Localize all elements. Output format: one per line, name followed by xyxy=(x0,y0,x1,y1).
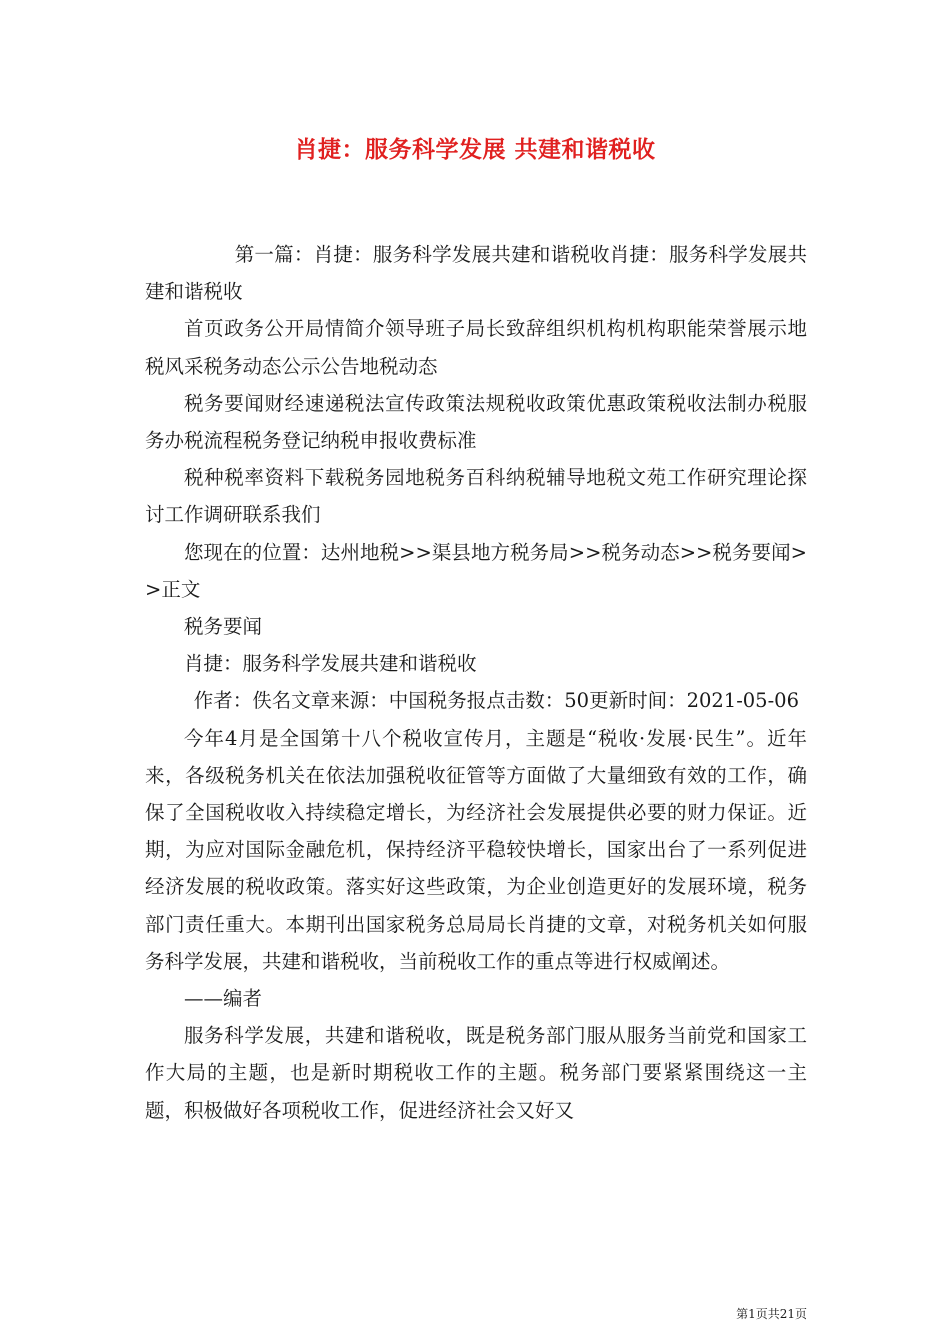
document-title: 肖捷：服务科学发展 共建和谐税收 xyxy=(294,136,656,163)
paragraph-byline: 作者：佚名文章来源：中国税务报点击数：50更新时间：2021-05-06 xyxy=(193,689,799,713)
paragraph-editor-sign: ——编者 xyxy=(184,987,263,1011)
page-footer: 第1页共21页 xyxy=(736,1307,807,1321)
paragraph-nav-3: 税种税率资料下载税务园地税务百科纳税辅导地税文苑工作研究理论探讨工作调研联系我们 xyxy=(145,466,807,527)
paragraph-body: 服务科学发展，共建和谐税收，既是税务部门服从服务当前党和国家工作大局的主题，也是新时期税收工作的主题。税务部门要紧紧围绕这一主题，积极做好各项税收工作，促进经济社会又好又 xyxy=(145,1024,807,1122)
paragraph-first-heading: 第一篇：肖捷：服务科学发展共建和谐税收肖捷：服务科学发展共建和谐税收 xyxy=(145,243,807,304)
paragraph-nav-1: 首页政务公开局情简介领导班子局长致辞组织机构机构职能荣誉展示地税风采税务动态公示公告地税动态 xyxy=(145,317,807,378)
paragraph-editor-note: 今年4月是全国第十八个税收宣传月，主题是“税收·发展·民生”。近年来，各级税务机关在依法加强税收征管等方面做了大量细致有效的工作，确保了全国税收收入持续稳定增长，为经济社会发展提供必要的财力保证。近期，为应对国际金融危机，保持经济平稳较快增长，国家出台了一系列促进经济发展的税收政策。落实好这些政策，为企业创造更好的发展环境，税务部门责任重大。本期刊出国家税务总局局长肖捷的文章，对税务机关如何服务科学发展，共建和谐税收，当前税收工作的重点等进行权威阐述。 xyxy=(145,726,807,973)
paragraph-article-title: 肖捷：服务科学发展共建和谐税收 xyxy=(184,652,477,676)
paragraph-section: 税务要闻 xyxy=(184,615,263,639)
paragraph-nav-2: 税务要闻财经速递税法宣传政策法规税收政策优惠政策税收法制办税服务办税流程税务登记纳税申报收费标准 xyxy=(145,391,807,453)
document-body xyxy=(145,236,807,1129)
paragraph-location: 您现在的位置：达州地税>>渠县地方税务局>>税务动态>>税务要闻>>正文 xyxy=(145,540,807,601)
